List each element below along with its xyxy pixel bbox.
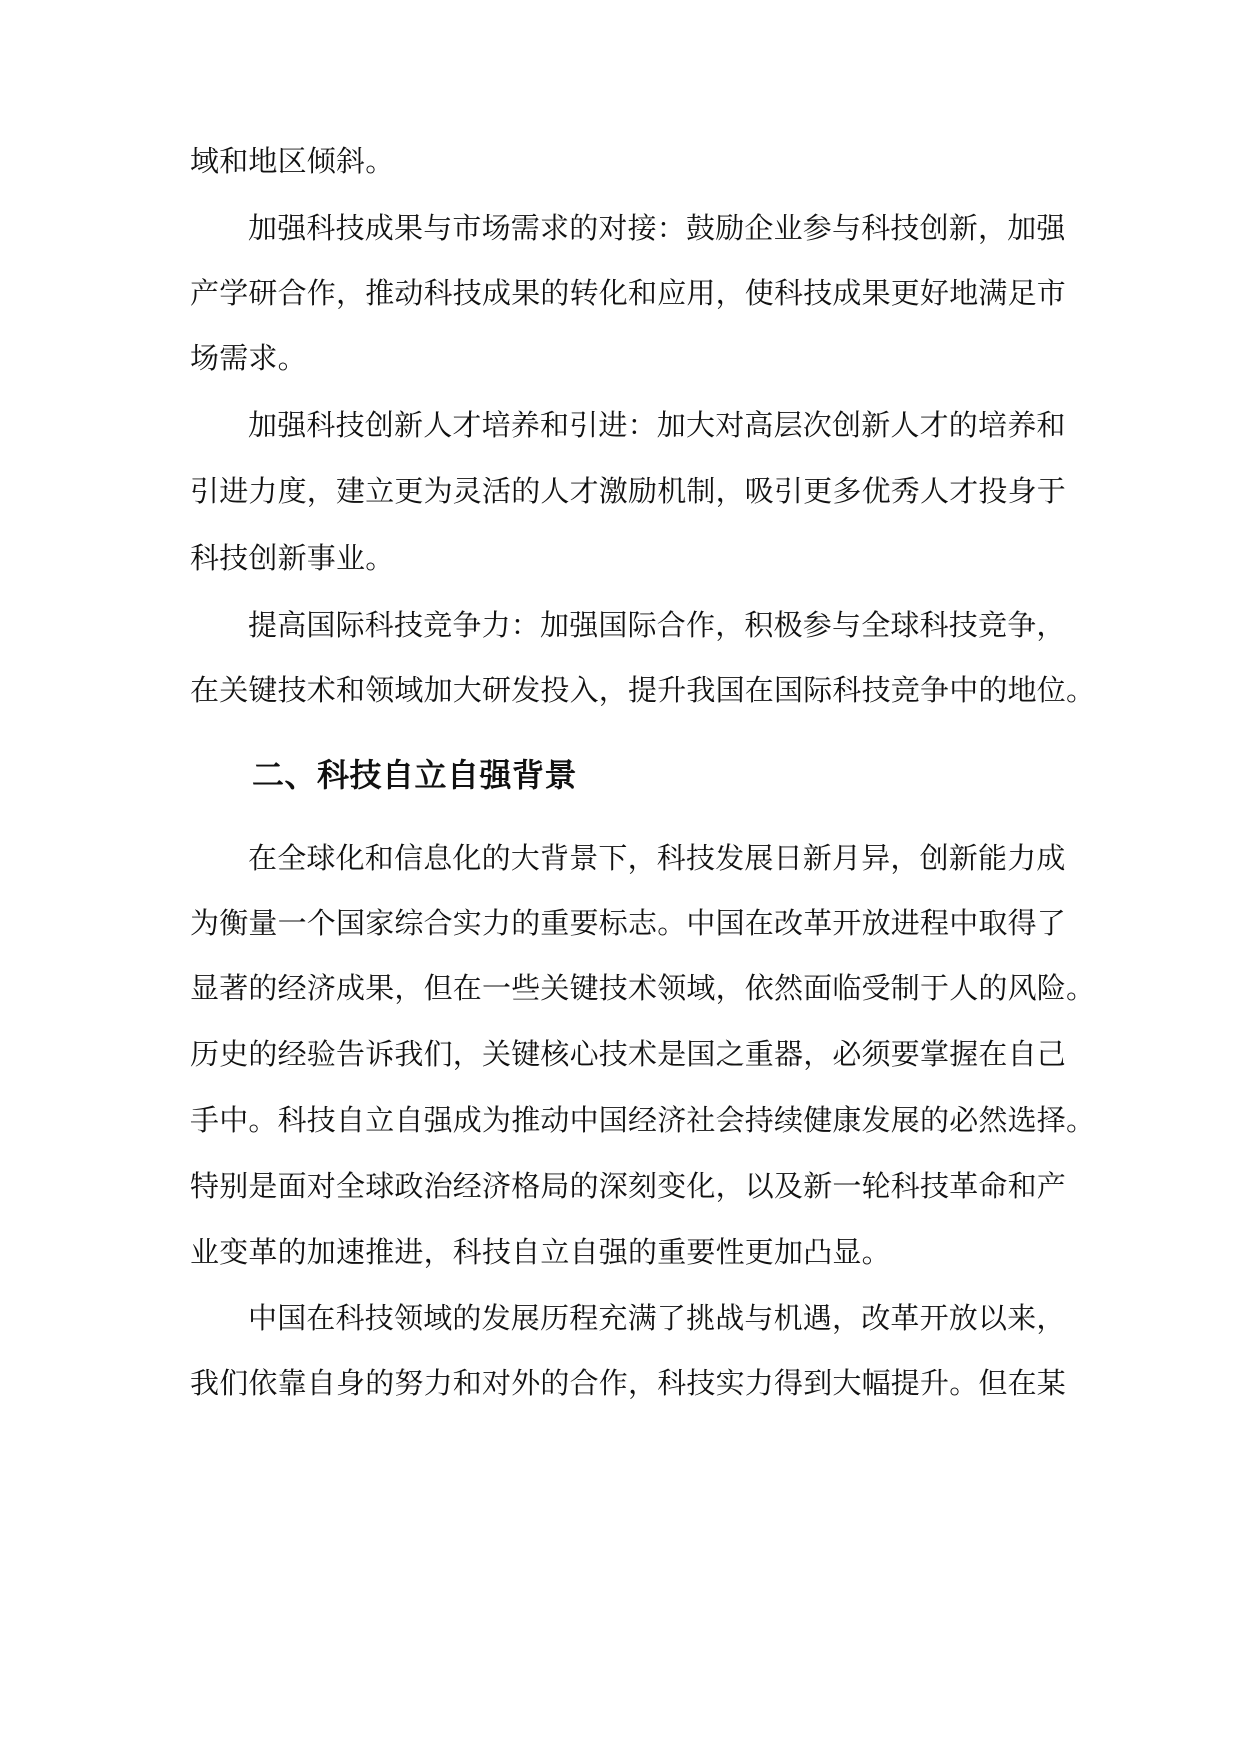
paragraph-line: 业变革的加速推进，科技自立自强的重要性更加凸显。 [190,1235,891,1269]
paragraph-line: 在全球化和信息化的大背景下，科技发展日新月异，创新能力成 [248,841,1066,875]
paragraph-line: 加强科技创新人才培养和引进：加大对高层次创新人才的培养和 [248,408,1066,442]
paragraph-line: 在关键技术和领域加大研发投入，提升我国在国际科技竞争中的地位。 [190,673,1096,707]
paragraph-line: 手中。科技自立自强成为推动中国经济社会持续健康发展的必然选择。 [190,1103,1096,1137]
paragraph-line: 引进力度，建立更为灵活的人才激励机制，吸引更多优秀人才投身于 [190,474,1067,508]
paragraph-line: 显著的经济成果，但在一些关键技术领域，依然面临受制于人的风险。 [190,971,1096,1005]
paragraph-line: 提高国际科技竞争力：加强国际合作，积极参与全球科技竞争， [248,608,1066,642]
paragraph-line: 特别是面对全球政治经济格局的深刻变化，以及新一轮科技革命和产 [190,1169,1067,1203]
section-heading: 二、科技自立自强背景 [252,756,578,794]
paragraph-line: 产学研合作，推动科技成果的转化和应用，使科技成果更好地满足市 [190,276,1067,310]
paragraph-line: 为衡量一个国家综合实力的重要标志。中国在改革开放进程中取得了 [190,906,1067,940]
paragraph-line: 场需求。 [190,341,307,375]
paragraph-line: 域和地区倾斜。 [190,144,395,178]
paragraph-line: 加强科技成果与市场需求的对接：鼓励企业参与科技创新，加强 [248,211,1066,245]
paragraph-line: 科技创新事业。 [190,541,395,575]
paragraph-line: 中国在科技领域的发展历程充满了挑战与机遇，改革开放以来， [248,1301,1066,1335]
paragraph-line: 历史的经验告诉我们，关键核心技术是国之重器，必须要掌握在自己 [190,1037,1067,1071]
paragraph-line: 我们依靠自身的努力和对外的合作，科技实力得到大幅提升。但在某 [190,1366,1067,1400]
